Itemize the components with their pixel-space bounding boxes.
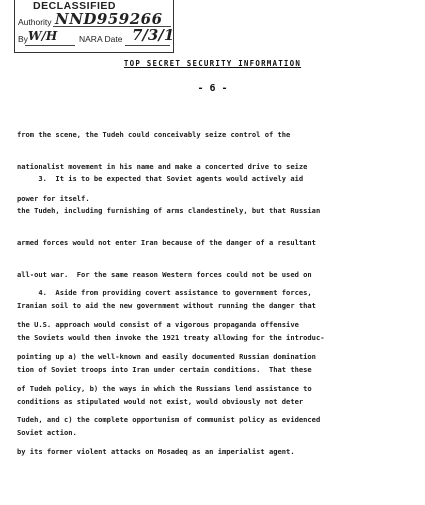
text-line: Soviet action. <box>17 428 77 438</box>
text-line: of Tudeh policy, b) the ways in which the Russians lend assistance to <box>17 383 312 393</box>
text-line: 4. Aside from providing covert assistance to government forces, <box>17 288 312 298</box>
stamp-rule <box>25 45 75 46</box>
text-line: the U.S. approach would consist of a vigorous propaganda offensive <box>17 319 299 329</box>
text-line: Iranian soil to aid the new government without running the danger that <box>17 301 316 311</box>
text-line: from the scene, the Tudeh could conceivably seize control of the <box>17 130 291 140</box>
page-number: - 6 - <box>197 83 228 94</box>
authority-label: Authority <box>18 17 52 27</box>
date-value: 7/3/1 <box>132 26 175 44</box>
by-value: W/H <box>28 29 58 43</box>
text-line: tion of Soviet troops into Iran under certain conditions. That these <box>17 364 312 374</box>
text-line: armed forces would not enter Iran because of the danger of a resultant <box>17 237 316 247</box>
text-line: pointing up a) the well-known and easily documented Russian domination <box>17 351 316 361</box>
text-line: Tudeh, and c) the complete opportunism of communist policy as evidenced <box>17 415 321 425</box>
authority-value: NND959266 <box>55 10 163 28</box>
text-line: by its former violent attacks on Mosadeq as an imperialist agent. <box>17 447 295 457</box>
text-line: power for itself. <box>17 193 90 203</box>
text-line: conditions as stipulated would not exist, would obviously not deter <box>17 396 304 406</box>
text-line: nationalist movement in his name and make a concerted drive to seize <box>17 161 308 171</box>
stamp-rule <box>125 45 170 46</box>
nara-date-label: NARA Date <box>79 34 123 44</box>
paragraph-4 <box>17 267 417 468</box>
text-line: the Tudeh, including furnishing of arms clandestinely, but that Russian <box>17 205 321 215</box>
text-line: 3. It is to be expected that Soviet agents would actively aid <box>17 174 304 184</box>
text-line: all-out war. For the same reason Western forces could not be used on <box>17 269 312 279</box>
text-line: the Soviets would then invoke the 1921 treaty allowing for the introduc- <box>17 333 325 343</box>
classification-header: TOP SECRET SECURITY INFORMATION <box>123 59 302 68</box>
by-label: By <box>18 34 28 44</box>
declassification-stamp <box>14 0 174 53</box>
stamp-title: DECLASSIFIED <box>33 0 117 12</box>
